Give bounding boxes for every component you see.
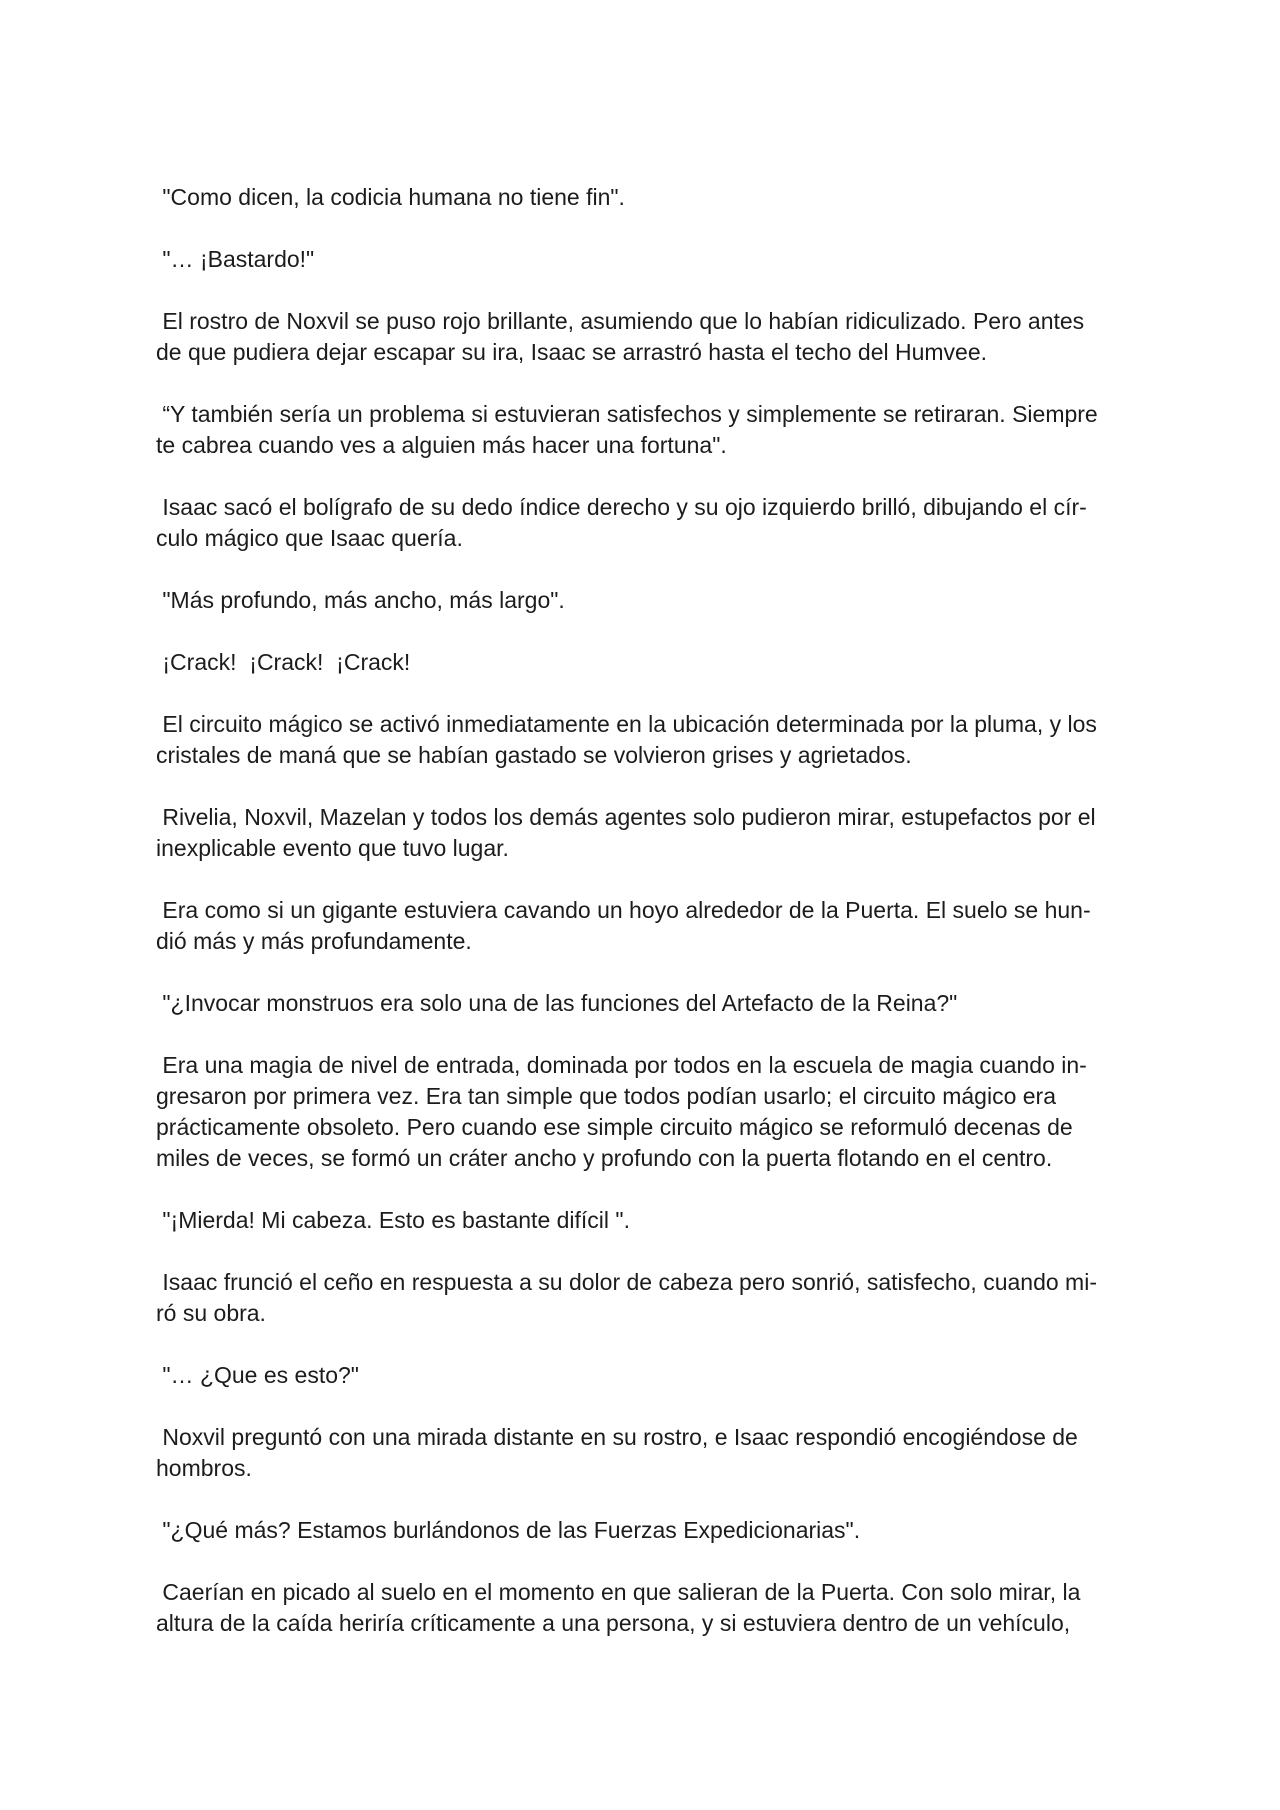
- paragraph: [156, 399, 1136, 461]
- text-line: hombros.: [156, 1455, 252, 1481]
- paragraph: [156, 988, 1136, 1019]
- text-line: ¡Crack! ¡Crack! ¡Crack!: [156, 649, 411, 675]
- text-line: altura de la caída heriría críticamente a una persona, y si estuviera dentro de un vehículo,: [156, 1610, 1071, 1636]
- text-line: "… ¡Bastardo!": [156, 246, 315, 272]
- paragraph: [156, 244, 1136, 275]
- text-line: inexplicable evento que tuvo lugar.: [156, 835, 509, 861]
- paragraph: [156, 647, 1136, 678]
- text-line: ró su obra.: [156, 1300, 266, 1326]
- text-line: "Más profundo, más ancho, más largo".: [156, 587, 565, 613]
- text-line: de que pudiera dejar escapar su ira, Isaac se arrastró hasta el techo del Humvee.: [156, 339, 988, 365]
- text-line: Caerían en picado al suelo en el momento en que salieran de la Puerta. Con solo mirar, la: [156, 1579, 1081, 1605]
- paragraph: [156, 306, 1136, 368]
- text-line: culo mágico que Isaac quería.: [156, 525, 463, 551]
- paragraph: [156, 895, 1136, 957]
- text-line: El circuito mágico se activó inmediatamente en la ubicación determinada por la pluma, y los: [156, 711, 1097, 737]
- text-line: "¿Qué más? Estamos burlándonos de las Fuerzas Expedicionarias".: [156, 1517, 861, 1543]
- paragraph: [156, 182, 1136, 213]
- text-line: te cabrea cuando ves a alguien más hacer una fortuna".: [156, 432, 727, 458]
- text-line: "¿Invocar monstruos era solo una de las funciones del Artefacto de la Reina?": [156, 990, 958, 1016]
- paragraph: [156, 1422, 1136, 1484]
- paragraph: [156, 1515, 1136, 1546]
- paragraph: [156, 1050, 1136, 1174]
- paragraph: [156, 709, 1136, 771]
- document-page: [156, 182, 1136, 1670]
- text-line: "… ¿Que es esto?": [156, 1362, 359, 1388]
- text-line: dió más y más profundamente.: [156, 928, 472, 954]
- paragraph: [156, 1360, 1136, 1391]
- text-line: "Como dicen, la codicia humana no tiene fin".: [156, 184, 625, 210]
- text-line: El rostro de Noxvil se puso rojo brillante, asumiendo que lo habían ridiculizado. Pero antes: [156, 308, 1085, 334]
- paragraph: [156, 1205, 1136, 1236]
- text-line: "¡Mierda! Mi cabeza. Esto es bastante difícil ".: [156, 1207, 630, 1233]
- text-line: Era una magia de nivel de entrada, dominada por todos en la escuela de magia cuando in-: [156, 1052, 1087, 1078]
- text-line: Isaac frunció el ceño en respuesta a su dolor de cabeza pero sonrió, satisfecho, cuando mi-: [156, 1269, 1097, 1295]
- text-line: Isaac sacó el bolígrafo de su dedo índice derecho y su ojo izquierdo brilló, dibujando el cír-: [156, 494, 1087, 520]
- text-line: gresaron por primera vez. Era tan simple que todos podían usarlo; el circuito mágico era: [156, 1083, 1057, 1109]
- text-line: prácticamente obsoleto. Pero cuando ese simple circuito mágico se reformuló decenas de: [156, 1114, 1073, 1140]
- text-line: miles de veces, se formó un cráter ancho y profundo con la puerta flotando en el centro.: [156, 1145, 1053, 1171]
- text-line: Rivelia, Noxvil, Mazelan y todos los demás agentes solo pudieron mirar, estupefactos por el: [156, 804, 1096, 830]
- text-line: “Y también sería un problema si estuvieran satisfechos y simplemente se retiraran. Siempre: [156, 401, 1098, 427]
- paragraph: [156, 1267, 1136, 1329]
- text-line: Era como si un gigante estuviera cavando un hoyo alrededor de la Puerta. El suelo se hun-: [156, 897, 1091, 923]
- paragraph: [156, 585, 1136, 616]
- paragraph: [156, 802, 1136, 864]
- paragraph: [156, 492, 1136, 554]
- text-line: Noxvil preguntó con una mirada distante en su rostro, e Isaac respondió encogiéndose de: [156, 1424, 1078, 1450]
- text-line: cristales de maná que se habían gastado se volvieron grises y agrietados.: [156, 742, 912, 768]
- paragraph: [156, 1577, 1136, 1639]
